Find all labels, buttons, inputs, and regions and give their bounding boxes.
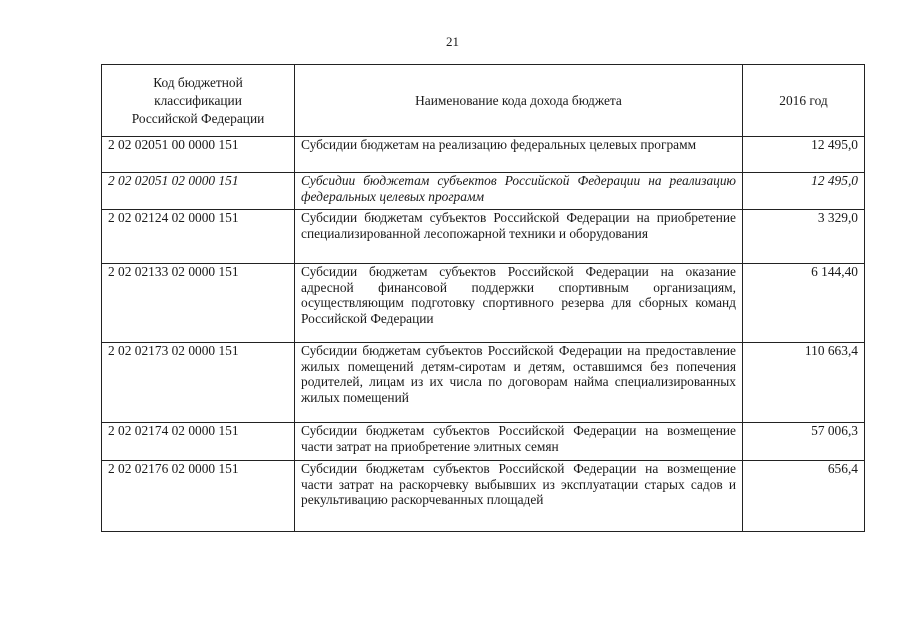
row-code: 2 02 02051 00 0000 151	[102, 137, 295, 173]
row-name: Субсидии бюджетам субъектов Российской Федерации на возмещение части затрат на приобретение элитных семян	[295, 423, 743, 461]
row-code: 2 02 02176 02 0000 151	[102, 461, 295, 532]
header-code-line-2: классификации	[154, 92, 242, 108]
row-name: Субсидии бюджетам субъектов Российской Федерации на приобретение специализированной лесопожарной техники и оборудования	[295, 210, 743, 264]
row-amount: 3 329,0	[743, 210, 865, 264]
table-row	[102, 210, 865, 264]
row-name: Субсидии бюджетам субъектов Российской Федерации на предоставление жилых помещений детям-сиротам и детям, оставшимся без попечения родителей, лицам из их числа по договорам найма специализированных жилых помещений	[295, 343, 743, 423]
table-header-row	[102, 65, 865, 137]
row-amount: 110 663,4	[743, 343, 865, 423]
header-code-line-3: Российской Федерации	[131, 110, 265, 126]
row-amount: 12 495,0	[743, 173, 865, 210]
page-number: 21	[446, 34, 459, 49]
row-code: 2 02 02051 02 0000 151	[102, 173, 295, 210]
row-amount: 6 144,40	[743, 264, 865, 343]
row-code: 2 02 02133 02 0000 151	[102, 264, 295, 343]
header-code-line-1: Код бюджетной	[153, 74, 243, 90]
table-row	[102, 264, 865, 343]
budget-revenue-table	[101, 64, 865, 532]
header-year: 2016 год	[743, 65, 865, 137]
row-code: 2 02 02173 02 0000 151	[102, 343, 295, 423]
row-amount: 656,4	[743, 461, 865, 532]
table-row	[102, 461, 865, 532]
table-row	[102, 173, 865, 210]
table-body	[102, 137, 865, 532]
table-row	[102, 137, 865, 173]
row-amount: 12 495,0	[743, 137, 865, 173]
row-name: Субсидии бюджетам субъектов Российской Федерации на реализацию федеральных целевых программ	[295, 173, 743, 210]
row-name: Субсидии бюджетам на реализацию федеральных целевых программ	[295, 137, 743, 173]
table-row	[102, 423, 865, 461]
row-name: Субсидии бюджетам субъектов Российской Федерации на оказание адресной финансовой поддержки спортивным организациям, осуществляющим подготовку спортивного резерва для сборных команд Российской Федерации	[295, 264, 743, 343]
row-amount: 57 006,3	[743, 423, 865, 461]
header-code	[102, 65, 295, 137]
row-code: 2 02 02174 02 0000 151	[102, 423, 295, 461]
row-code: 2 02 02124 02 0000 151	[102, 210, 295, 264]
header-name: Наименование кода дохода бюджета	[295, 65, 743, 137]
table-row	[102, 343, 865, 423]
row-name: Субсидии бюджетам субъектов Российской Федерации на возмещение части затрат на раскорчевку выбывших из эксплуатации старых садов и рекультивацию раскорчеванных площадей	[295, 461, 743, 532]
